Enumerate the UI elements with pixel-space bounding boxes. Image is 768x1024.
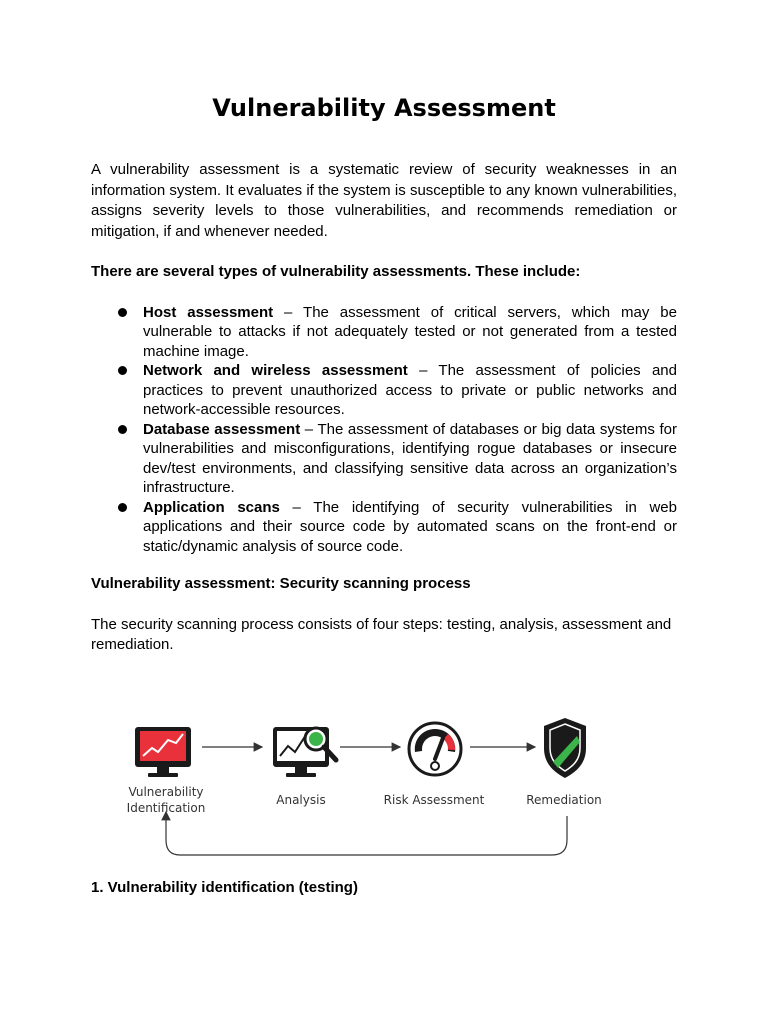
step-label-line2: Identification [126,801,206,815]
page-title: Vulnerability Assessment [212,94,556,122]
list-item-term: Database assessment [143,420,301,438]
step-label-risk-assessment: Risk Assessment [383,793,485,807]
bullet-icon [118,425,127,434]
intro-paragraph: A vulnerability assessment is a systematic review of security weaknesses in an information system. It evaluates if the system is susceptible to any known vulnerabilities, assigns severity levels to those vulnerabilities, and recommends remediation or mitigation, if and whenever needed. [91,161,677,240]
list-item-text: – The assessment of databases or big data systems for vulnerabilities and misconfigurations, identifying rogue databases or insecure dev/test environments, and classifying sensitive data across an organization’s infrastructure. [143,420,677,496]
scanning-process-diagram [110,712,620,862]
list-item-term: Application scans [143,498,280,516]
bullet-icon [118,503,127,512]
step-label-analysis: Analysis [276,793,326,807]
section1-heading: 1. Vulnerability identification (testing) [91,879,358,896]
assessment-types-list [91,303,677,557]
process-paragraph: The security scanning process consists of four steps: testing, analysis, assessment and remediation. [91,615,672,653]
list-item-text: – The assessment of critical servers, which may be vulnerable to attacks if not adequately tested or not generated from a tested machine image. [143,303,677,360]
list-item [91,420,677,498]
bullet-icon [118,308,127,317]
document-body [91,160,677,656]
step-label-line1: Vulnerability [128,785,204,799]
list-item-term: Network and wireless assessment [143,362,408,379]
list-item [91,303,677,362]
list-item-term: Host assessment [143,303,274,321]
feedback-loop-arrow [166,812,567,855]
step-label-remediation: Remediation [526,793,602,807]
monitor-magnifier-icon [273,727,336,777]
list-item-text: – The assessment of policies and practices to prevent unauthorized access to private or public networks and network-accessible resources. [143,362,677,418]
step-label-identification [110,784,222,816]
process-heading: Vulnerability assessment: Security scanning process [91,575,471,592]
types-heading: There are several types of vulnerability assessments. These include: [91,263,581,280]
list-item [91,361,677,420]
monitor-chart-icon [135,727,191,777]
shield-icon [544,718,586,778]
list-item [91,498,677,557]
gauge-icon [409,723,461,775]
bullet-icon [118,366,127,375]
list-item-text: – The identifying of security vulnerabilities in web applications and their source code by automated scans on the front-end or static/dynamic analysis of source code. [143,498,677,555]
